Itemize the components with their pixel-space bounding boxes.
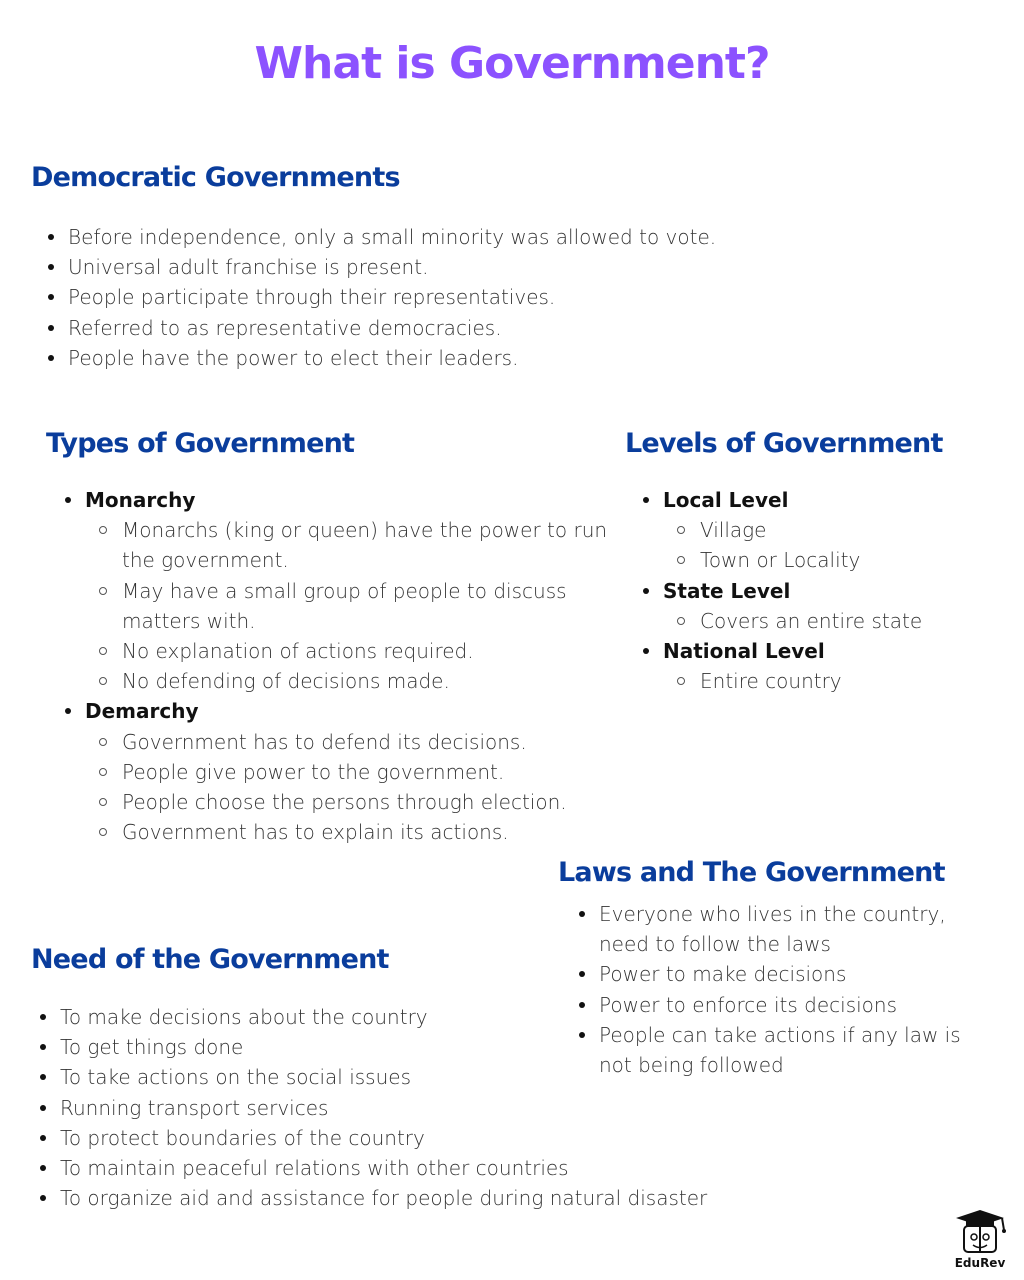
group-label: State Level [663, 578, 791, 603]
group-label: Monarchy [85, 488, 196, 512]
edurev-logo [948, 1206, 1012, 1272]
logo-text: EduRev [954, 1256, 1006, 1270]
democratic-list [31, 222, 716, 373]
list-item: Before independence, only a small minority was allowed to vote. [31, 222, 716, 252]
sub-list-item: Entire country [663, 666, 1006, 696]
list-item: People have the power to elect their leaders. [31, 343, 716, 373]
sub-list-item: People choose the persons through election. [85, 787, 608, 817]
types-group-monarchy [48, 485, 608, 696]
levels-list [626, 485, 1006, 696]
group-label: Local Level [663, 488, 789, 512]
sub-list-item: Monarchs (king or queen) have the power to run the government. [85, 515, 608, 575]
page-title: What is Government? [254, 38, 770, 89]
list-item: Power to enforce its decisions [562, 990, 962, 1020]
sub-list-item: Government has to defend its decisions. [85, 727, 608, 757]
list-item: People can take actions if any law is not being followed [562, 1020, 962, 1080]
sub-list-item: Town or Locality [663, 545, 1006, 575]
list-item: To get things done [21, 1032, 707, 1062]
list-item: To protect boundaries of the country [21, 1123, 707, 1153]
list-item: Universal adult franchise is present. [31, 252, 716, 282]
group-label: National Level [663, 639, 825, 664]
demarchy-sublist [85, 727, 608, 848]
levels-group-national [626, 636, 1006, 696]
graduation-cap-books-icon [948, 1206, 1012, 1256]
list-item: Running transport services [21, 1093, 707, 1123]
sub-list-item: No defending of decisions made. [85, 666, 608, 696]
list-item: Power to make decisions [562, 959, 962, 989]
democratic-heading: Democratic Governments [31, 162, 400, 193]
types-heading: Types of Government [46, 428, 355, 459]
levels-group-local [626, 485, 1006, 576]
need-heading: Need of the Government [31, 944, 389, 975]
sub-list-item: May have a small group of people to discuss matters with. [85, 576, 608, 636]
types-list [48, 485, 608, 847]
list-item: Everyone who lives in the country, need to follow the laws [562, 899, 962, 959]
sub-list-item: No explanation of actions required. [85, 636, 608, 666]
list-item: To organize aid and assistance for people during natural disaster [21, 1183, 707, 1213]
national-sublist [663, 666, 1006, 696]
laws-heading: Laws and The Government [558, 857, 945, 888]
sub-list-item: Government has to explain its actions. [85, 817, 608, 847]
levels-heading: Levels of Government [625, 428, 943, 459]
types-group-demarchy [48, 696, 608, 847]
list-item: Referred to as representative democracies. [31, 313, 716, 343]
local-sublist [663, 515, 1006, 575]
list-item: To take actions on the social issues [21, 1062, 707, 1092]
group-label: Demarchy [85, 699, 199, 724]
list-item: To maintain peaceful relations with other countries [21, 1153, 707, 1183]
levels-group-state [626, 576, 1006, 636]
list-item: To make decisions about the country [21, 1002, 707, 1032]
sub-list-item: Village [663, 515, 1006, 545]
need-list [21, 1002, 707, 1213]
state-sublist [663, 606, 1006, 636]
sub-list-item: People give power to the government. [85, 757, 608, 787]
sub-list-item: Covers an entire state [663, 606, 1006, 636]
monarchy-sublist [85, 515, 608, 696]
list-item: People participate through their representatives. [31, 282, 716, 312]
